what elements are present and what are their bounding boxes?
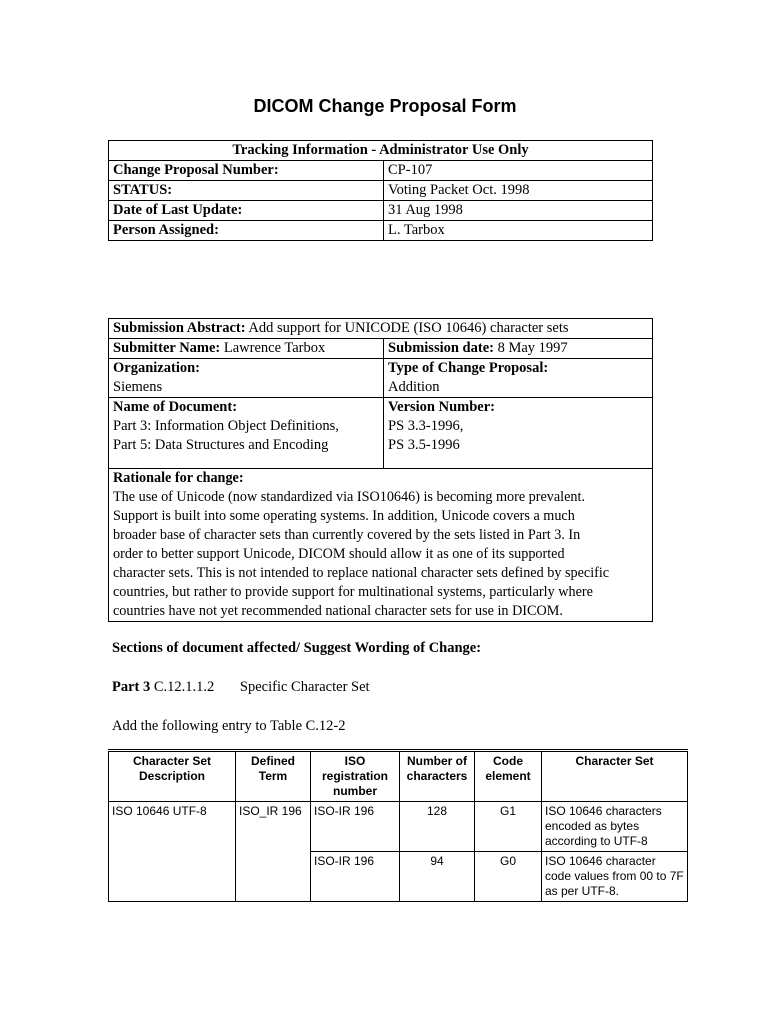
submitter-label: Submitter Name: (113, 340, 221, 356)
table-row (109, 221, 653, 241)
organization-cell (109, 359, 384, 398)
part-label: Part 3 (112, 679, 151, 695)
rationale-line: Support is built into some operating systems. In addition, Unicode covers a much (113, 508, 575, 524)
rationale-line: character sets. This is not intended to replace national character sets defined by specific (113, 565, 610, 581)
table-cell: ISO_IR 196 (236, 802, 311, 852)
tracking-value: Voting Packet Oct. 1998 (384, 181, 653, 201)
rationale-line: broader base of character sets than currently covered by the sets listed in Part 3. In (113, 527, 581, 543)
rationale-line: order to better support Unicode, DICOM should allow it as one of its supported (113, 546, 565, 562)
tracking-value: L. Tarbox (384, 221, 653, 241)
rationale-line: countries have not yet recommended national character sets for use in DICOM. (113, 603, 563, 619)
table-cell: ISO-IR 196 (311, 852, 400, 902)
date-value: 8 May 1997 (493, 340, 568, 356)
page-title: DICOM Change Proposal Form (253, 96, 517, 116)
abstract-label: Submission Abstract: (113, 320, 246, 336)
table-cell (109, 852, 236, 902)
column-header: Code element (475, 751, 542, 802)
table-cell: ISO 10646 character code values from 00 to 7F as per UTF-8. (542, 852, 688, 902)
version-cell (384, 398, 653, 469)
table-cell: G1 (475, 802, 542, 852)
table-cell: ISO 10646 UTF-8 (109, 802, 236, 852)
organization-value: Siemens (113, 379, 163, 395)
abstract-value: Add support for UNICODE (ISO 10646) character sets (245, 320, 569, 336)
date-cell (384, 339, 653, 359)
column-header: Defined Term (236, 751, 311, 802)
document-label: Name of Document: (113, 399, 238, 415)
table-cell: G0 (475, 852, 542, 902)
tracking-value: 31 Aug 1998 (384, 201, 653, 221)
submitter-value: Lawrence Tarbox (220, 340, 326, 356)
date-label: Submission date: (388, 340, 494, 356)
table-cell: ISO 10646 characters encoded as bytes according to UTF-8 (542, 802, 688, 852)
table-row (109, 802, 688, 852)
organization-label: Organization: (113, 360, 200, 376)
character-set-table (108, 749, 688, 902)
rationale-line: countries, but rather to provide support for multinational systems, particularly where (113, 584, 593, 600)
tracking-label: STATUS: (109, 181, 384, 201)
column-header: Number of characters (400, 751, 475, 802)
table-row (109, 201, 653, 221)
part-name: Specific Character Set (239, 679, 370, 695)
tracking-label: Person Assigned: (109, 221, 384, 241)
table-cell: ISO-IR 196 (311, 802, 400, 852)
document-line: Part 5: Data Structures and Encoding (113, 437, 329, 453)
tracking-label: Date of Last Update: (109, 201, 384, 221)
add-entry-text: Add the following entry to Table C.12-2 (112, 718, 346, 734)
version-label: Version Number: (388, 399, 496, 415)
document-cell (109, 398, 384, 469)
part-section: C.12.1.1.2 (153, 679, 215, 695)
abstract-cell (109, 319, 653, 339)
column-header: Character Set (542, 751, 688, 802)
table-row (109, 161, 653, 181)
rationale-line: The use of Unicode (now standardized via ISO10646) is becoming more prevalent. (113, 489, 585, 505)
document-line: Part 3: Information Object Definitions, (113, 418, 339, 434)
table-row (109, 852, 688, 902)
rationale-cell (109, 469, 653, 622)
tracking-label: Change Proposal Number: (109, 161, 384, 181)
version-line: PS 3.3-1996, (388, 418, 464, 434)
column-header: Character Set Description (109, 751, 236, 802)
version-line: PS 3.5-1996 (388, 437, 460, 453)
type-label: Type of Change Proposal: (388, 360, 549, 376)
submission-table (108, 318, 653, 622)
part-line (112, 679, 370, 696)
tracking-header: Tracking Information - Administrator Use Only (109, 141, 653, 161)
tracking-value: CP-107 (384, 161, 653, 181)
type-cell (384, 359, 653, 398)
submitter-cell (109, 339, 384, 359)
type-value: Addition (388, 379, 440, 395)
tracking-table (108, 140, 653, 241)
table-cell: 94 (400, 852, 475, 902)
table-cell: 128 (400, 802, 475, 852)
column-header: ISO registration number (311, 751, 400, 802)
table-row (109, 181, 653, 201)
rationale-label: Rationale for change: (113, 470, 244, 486)
table-cell (236, 852, 311, 902)
sections-heading: Sections of document affected/ Suggest Wording of Change: (112, 640, 482, 656)
